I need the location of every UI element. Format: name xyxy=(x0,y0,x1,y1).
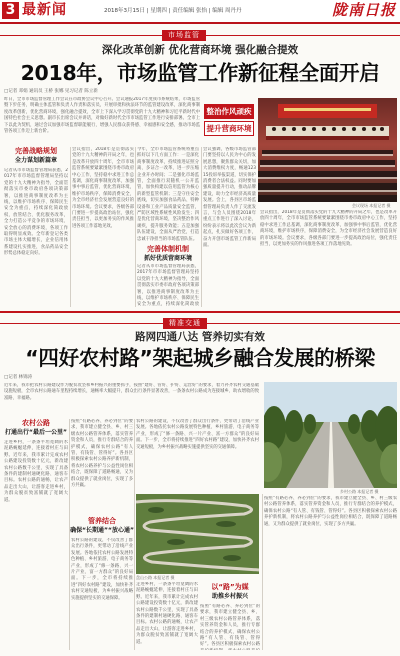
top-subtitle-2: 完善体制机制 xyxy=(147,245,189,253)
winding-road-image xyxy=(136,494,259,574)
bottom-column-3: 农村公路的建设，不仅改善了群众出行条件，更带动了沿线产业发展。各地依托农村公路发展特色种植、乡村旅游、电子商务等产业，形成了“修一条路、兴一片产业、富一方群众”的良好局面。下一步，全市将持续推进“四好农村路”建设，加快补齐农村交通短板，为乡村振兴战略实施提供坚实的交通保障。 xyxy=(136,419,259,450)
rural-road-photo-caption: 乡村公路 本报记者 摄 xyxy=(340,489,379,494)
column-rule xyxy=(135,147,136,307)
section-name: 最新闻 xyxy=(22,2,67,18)
top-subtitle-1: 完善战略规划 xyxy=(15,147,57,155)
bottom-subtitle-1b: 打通出行“最后一公里” xyxy=(5,429,67,436)
bottom-subtitle-3: 以“路”为媒 xyxy=(211,583,249,591)
column-rule xyxy=(69,419,70,650)
meeting-photo xyxy=(258,98,397,202)
meeting-hall-image xyxy=(258,98,397,202)
story-divider xyxy=(0,311,400,313)
column-rule xyxy=(201,147,202,307)
meeting-photo-caption: 会议现场 本报记者 摄 xyxy=(352,203,391,208)
top-kicker: 深化改革创新 优化营商环境 强化融合提效 xyxy=(101,44,299,56)
page-number: 3 xyxy=(2,2,19,19)
top-column-3: 今年，全市市场监管系统将重点抓好以下几方面工作：一是深化商事制度改革，持续推进证照分离、多证合一改革，进一步压缩企业开办时间；二是强化市场监管，全面推行双随机一公开监管，加快构建以信用监管为核心的新型监管机制；三是守住安全底线，切实加强食品药品、特种设备和工业产品质量安全监管，严防区域性系统性风险发生；四是优化营商环境，坚决整治作风顽疾，提升服务效能；五是加强队伍建设，全面从严治党，打造忠诚干净担当的市场监管队伍。 xyxy=(137,147,199,242)
bottom-column-4: 走进乡村，一条条平坦宽阔的水泥路蜿蜒延伸，连接着村庄与田野。近年来，我市累计完成农村公路建设投资数十亿元，新改建农村公路数千公里，实现了具备条件的建制村通硬化路、通客车目标。农村公路的通畅，让农产品走出大山，让游客走进乡村，为群众脱贫致富铺就了宽阔大道。 xyxy=(136,582,198,645)
column-rule xyxy=(262,494,263,650)
bottom-subtitle-2b: 确保“长期通”“放心通” xyxy=(70,527,134,534)
bottom-kicker: 路网四通八达 管养切实有效 xyxy=(135,331,265,343)
top-subtitle-1b: 全力谋划新篇章 xyxy=(14,157,57,164)
top-column-4: 会议强调，各级市场监管部门要坚持以人民为中心的发展思想，聚焦群众关切，加大消费维权力度，畅通12315投诉举报渠道，切实保护消费者合法权益。同时要加强质量提升行动，推动品牌建设，助力全市经济高质量发展。会上，各县区市场监督管理局负责人作了交流发言，与会人员围绕2018年重点工作进行了深入讨论，纷纷表示将以此次会议为新起点，扎实做好各项工作，奋力开创市场监管工作新局面。 xyxy=(203,147,256,249)
column-rule xyxy=(70,147,71,307)
banner-line-2: 提升营商环境 xyxy=(204,121,254,136)
top-column-1: 记者从市市场监督管理局获悉，2017年市市场监督管理局坚持以党的十九大精神为指导，全面贯彻落实市委市政府各项决策部署，以推进商事制度改革为主线，以维护市场秩序、保障民生安全为重点，持续深化简政放权、放管结合、优化服务改革，全力打造公平竞争的市场环境、安全放心的消费环境，各项工作取得明显成效。全年新登记各类市场主体大幅增长，企业信用体系建设扎实推进，食品药品安全形势总体稳定向好。 xyxy=(4,168,68,257)
column-rule xyxy=(134,419,135,650)
rural-road-photo xyxy=(264,382,397,488)
bottom-subtitle-1: 农村公路 xyxy=(22,419,50,427)
section-tag-market-supervision: 市场监管 xyxy=(162,30,206,41)
top-column-5: 会议指出，2018年是贯彻落实党的十九大精神的开局之年，也是改革开放四十周年，全市市场监管系统要紧紧围绕市委市政府中心工作，坚持稳中求进工作总基调，深化商事制度改革，加强事中事后监管，优化营商环境，维护市场秩序，保障消费安全，为全市经济社会发展营造良好的市场环境。会议要求，各级各部门要进一步提高政治站位，强化责任担当，以更加务实的作风推进各项工作落地见效。 xyxy=(260,210,397,248)
bottom-column-2b: 农村公路的建设，不仅改善了群众出行条件，更带动了沿线产业发展。各地依托农村公路发展特色种植、乡村旅游、电子商务等产业，形成了“修一条路、兴一片产业、富一方群众”的良好局面。下一步，全市将持续推进“四好农村路”建设，加快补齐农村交通短板，为乡村振兴战略实施提供坚实的交通保障。 xyxy=(71,538,133,601)
slogan-banner xyxy=(204,98,254,142)
top-lead-paragraph: 昨日，全市市场监督管理工作会议在市政协会议中心召开。会议通报2017年度我市系统结果，市场监管暨下步任务，明确主体监管和负责人作责和落实员，开展审批和执法环节的监管建设改革，深化商事制度改革创新，优化营商环境，强化融合提效，全市上下深入学习贯彻党的十九大精神和习近平新时代中国特色社会主义思想。副市长出席会议并讲话，对做好新时代全市市场监管工作进行安排部署。全市上下以此为契机，通过会议加强市场监督职能履行，增强人民群众获得感、幸福感和安全感，推动市场监管各项工作迈上新台阶。 xyxy=(4,97,200,135)
top-headline: 2018年，市场监管工作新征程全面开启 xyxy=(20,61,380,85)
winding-road-photo-caption: 盘山公路 本报记者 摄 xyxy=(136,575,175,580)
bottom-column-2: 按照“有路必养、养必到位”的要求，我市建立健全县、乡、村三级农村公路管养体系，落实管养资金和人员，推行专群结合的养护模式，确保农村公路“有人管、有钱管、管得好”。各县区积极探索农村公路养护新机制，将农村公路养护与公益性岗位相结合，既保障了道路畅通，又为群众提供了就业岗位，实现了多方共赢。 xyxy=(71,419,133,489)
bottom-headline: “四好农村路”架起城乡融合发展的桥梁 xyxy=(25,346,375,370)
bottom-subtitle-3b: 助推乡村振兴 xyxy=(211,593,248,600)
bottom-column-6: 按照“有路必养、养必到位”的要求，我市建立健全县、乡、村三级农村公路管养体系，落实管养资金和人员，推行专群结合的养护模式，确保农村公路“有人管、有钱管、管得好”。各县区积极探索农村公路养护新机制，将农村公路养护与公益性岗位相结合，既保障了道路畅通，又为群众提供了就业岗位，实现了多方共赢。 xyxy=(264,496,397,527)
page-masthead xyxy=(0,0,400,24)
issue-meta: 2018年3月15日 | 星期四 | 责任编辑 张怡 | 编辑 周丹丹 xyxy=(104,8,242,14)
banner-line-1: 整治作风顽疾 xyxy=(204,104,254,119)
section-tag-transport: 精准交通 xyxy=(163,318,207,329)
top-column-2: 会议指出，2018年是贯彻落实党的十九大精神的开局之年，也是改革开放四十周年，全市市场监管系统要紧紧围绕市委市政府中心工作，坚持稳中求进工作总基调，深化商事制度改革，加强事中事后监管，优化营商环境，维护市场秩序，保障消费安全，为全市经济社会发展营造良好的市场环境。会议要求，各级各部门要进一步提高政治站位，强化责任担当，以更加务实的作风推进各项工作落地见效。 xyxy=(72,147,134,229)
bottom-lead-paragraph: 近年来，我市把农村公路建设作为脱贫攻坚和乡村振兴的重要抓手，按照“建好、管好、护好、运营好”的要求，着力补齐农村交通基础设施短板，全市农村公路通车里程持续增长，通畅率大幅提升，群众出行条件显著改善，一条条农村公路成为连接城乡、助农增收的致富路、幸福路。 xyxy=(4,383,259,401)
top-byline: □记者 邓娟 通讯员 王桥 张娜 见习记者 陈立新 xyxy=(4,89,98,94)
rural-road-image xyxy=(264,382,397,488)
top-subtitle-2b: 抓好优质营商环境 xyxy=(143,255,192,262)
top-column-3b: 记者从市市场监督管理局获悉，2017年市市场监督管理局坚持以党的十九大精神为指导，全面贯彻落实市委市政府各项决策部署，以推进商事制度改革为主线，以维护市场秩序、保障民生安全为重点，持续深化简政放 xyxy=(137,264,199,308)
winding-road-photo xyxy=(136,494,259,574)
bottom-byline: □记者 林锦涛 xyxy=(4,375,33,380)
bottom-column-1: 走进乡村，一条条平坦宽阔的水泥路蜿蜒延伸，连接着村庄与田野。近年来，我市累计完成农村公路建设投资数十亿元，新改建农村公路数千公里，实现了具备条件的建制村通硬化路、通客车目标。农村公路的通畅，让农产品走出大山，让游客走进乡村，为群众脱贫致富铺就了宽阔大道。 xyxy=(4,440,68,503)
bottom-subtitle-2: 管养结合 xyxy=(88,517,116,525)
newspaper-logo: 陇南日报 xyxy=(331,1,396,19)
bottom-column-5: 按照“有路必养、养必到位”的要求，我市建立健全县、乡、村三级农村公路管养体系，落实管养资金和人员，推行专群结合的养护模式，确保农村公路“有人管、有钱管、管得好”。各县区积极探索农村公路 xyxy=(200,604,260,648)
